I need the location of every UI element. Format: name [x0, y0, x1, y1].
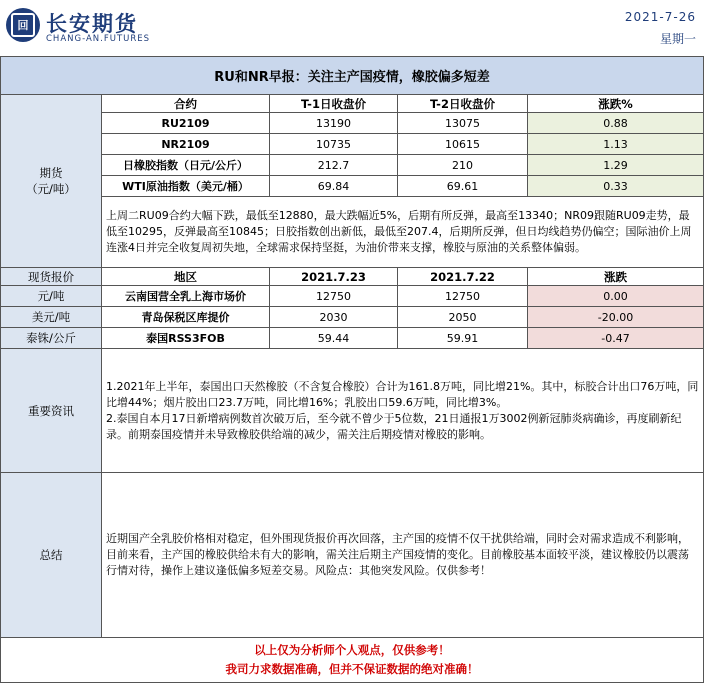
- company-logo-icon: 回: [6, 8, 40, 42]
- table-row: [1, 307, 704, 328]
- table-row: [1, 155, 704, 176]
- col-change-pct: 涨跌%: [528, 95, 704, 113]
- col-t1-close: T-1日收盘价: [270, 95, 398, 113]
- t2-close: 10615: [398, 134, 528, 155]
- spot-price-1: 2030: [270, 307, 398, 328]
- report-table: [0, 56, 704, 683]
- t1-close: 212.7: [270, 155, 398, 176]
- disclaimer-line-2: 我司力求数据准确，但并不保证数据的绝对准确！: [225, 662, 479, 676]
- table-row: [1, 134, 704, 155]
- col-region: 地区: [102, 268, 270, 286]
- unit-label: 元/吨: [1, 286, 102, 307]
- spot-name: 泰国RSS3FOB: [102, 328, 270, 349]
- contract-name: NR2109: [102, 134, 270, 155]
- spot-price-2: 12750: [398, 286, 528, 307]
- contract-name: 日橡胶指数（日元/公斤）: [102, 155, 270, 176]
- contract-name: WTI原油指数（美元/桶）: [102, 176, 270, 197]
- spot-change: -0.47: [528, 328, 704, 349]
- table-row: [1, 176, 704, 197]
- t1-close: 69.84: [270, 176, 398, 197]
- summary-text: 近期国产全乳胶价格相对稳定，但外围现货报价再次回落，主产国的疫情不仅干扰供给端，同时会对需求造成不利影响，目前来看，主产国的橡胶供给未有大的影响，需关注后期主产国疫情的变化。目前橡胶基本面较平淡，建议橡胶仍以震荡行情对待，操作上建议逢低偏多短差交易。风险点：其他突发风险。仅供参考！: [102, 473, 704, 638]
- spot-price-1: 12750: [270, 286, 398, 307]
- brand-name-cn: 长安期货: [46, 12, 138, 36]
- spot-name: 云南国营全乳上海市场价: [102, 286, 270, 307]
- t1-close: 13190: [270, 113, 398, 134]
- col-t2-close: T-2日收盘价: [398, 95, 528, 113]
- futures-comment: 上周二RU09合约大幅下跌，最低至12880，最大跌幅近5%，后期有所反弹，最高至13340；NR09跟随RU09走势，最低至10295，反弹最高至10845；日胶指数创出新低，最低至207.4，后期所反弹，但日均线趋势仍偏空；国际油价上周连涨4日并完全收复周初失地，全球需求保持坚挺，为油价带来支撑，橡胶与原油的关系整体偏弱。: [102, 197, 704, 268]
- col-date-1: 2021.7.23: [270, 268, 398, 286]
- spot-change: -20.00: [528, 307, 704, 328]
- news-section-label: 重要资讯: [1, 349, 102, 473]
- unit-label: 泰铢/公斤: [1, 328, 102, 349]
- report-header: [0, 0, 704, 56]
- change-pct: 1.13: [528, 134, 704, 155]
- table-row: [1, 328, 704, 349]
- change-pct: 0.88: [528, 113, 704, 134]
- spot-price-2: 2050: [398, 307, 528, 328]
- col-contract: 合约: [102, 95, 270, 113]
- brand-name-en: CHANG-AN.FUTURES: [46, 34, 151, 44]
- news-item: 2.泰国自本月17日新增病例数首次破万后，至今就不曾少于5位数，21日通报1万3002例新冠肺炎病确诊，再度刷新纪录。前期泰国疫情并未导致橡胶供给端的减少，需关注后期疫情对橡胶的影响。: [106, 411, 682, 441]
- contract-name: RU2109: [102, 113, 270, 134]
- news-content: [102, 349, 704, 473]
- change-pct: 0.33: [528, 176, 704, 197]
- spot-change: 0.00: [528, 286, 704, 307]
- disclaimer-line-1: 以上仅为分析师个人观点，仅供参考！: [254, 643, 450, 657]
- report-weekday: 星期一: [659, 32, 696, 46]
- futures-section-label: 期货 （元/吨）: [1, 95, 102, 268]
- table-row: [1, 113, 704, 134]
- disclaimer: [1, 638, 704, 683]
- t2-close: 13075: [398, 113, 528, 134]
- spot-name: 青岛保税区库提价: [102, 307, 270, 328]
- news-item: 1.2021年上半年，泰国出口天然橡胶（不含复合橡胶）合计为161.8万吨，同比增21%。其中，标胶合计出口76万吨，同比增44%；烟片胶出口23.7万吨，同比增16%；乳胶出口59.6万吨，同比增3%。: [106, 379, 699, 409]
- t2-close: 69.61: [398, 176, 528, 197]
- spot-price-2: 59.91: [398, 328, 528, 349]
- col-date-2: 2021.7.22: [398, 268, 528, 286]
- col-change: 涨跌: [528, 268, 704, 286]
- report-date: 2021-7-26: [624, 10, 696, 24]
- t2-close: 210: [398, 155, 528, 176]
- unit-label: 美元/吨: [1, 307, 102, 328]
- table-row: [1, 286, 704, 307]
- report-title: RU和NR早报：关注主产国疫情，橡胶偏多短差: [1, 57, 704, 95]
- summary-section-label: 总结: [1, 473, 102, 638]
- change-pct: 1.29: [528, 155, 704, 176]
- spot-price-1: 59.44: [270, 328, 398, 349]
- spot-section-label: 现货报价: [1, 268, 102, 286]
- t1-close: 10735: [270, 134, 398, 155]
